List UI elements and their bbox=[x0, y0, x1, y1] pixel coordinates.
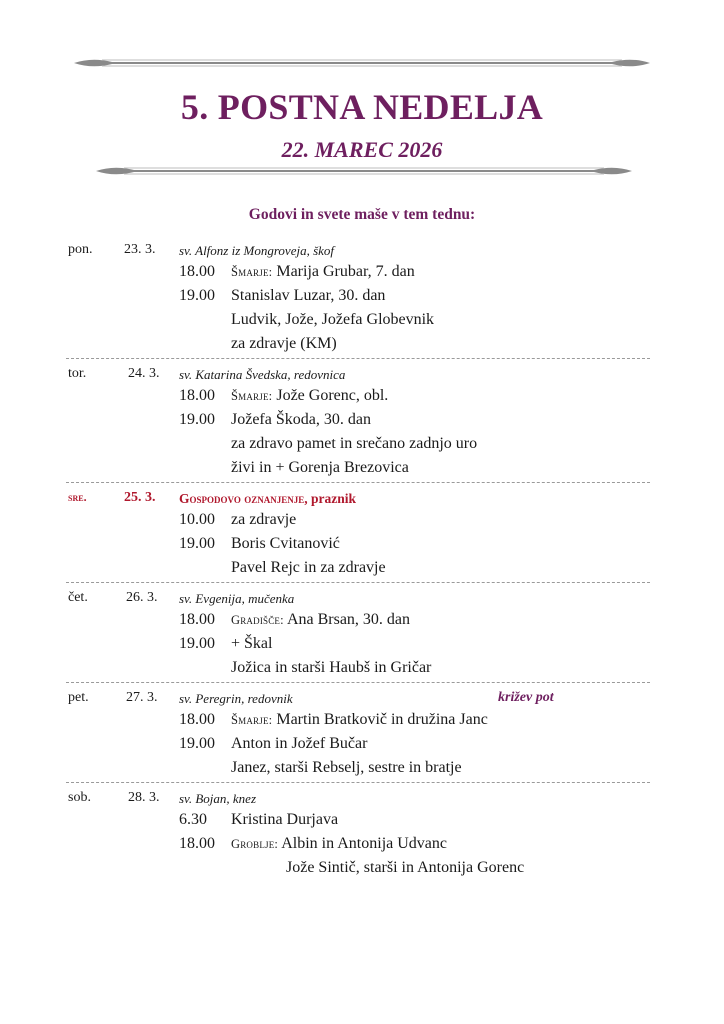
feast-name: Gospodovo oznanjenje bbox=[179, 491, 305, 506]
mass-intention-continued bbox=[66, 332, 650, 356]
saint-of-day: sv. Alfonz iz Mongroveja, škof bbox=[179, 243, 335, 258]
mass-intention: Jožefa Škoda, 30. dan bbox=[231, 411, 371, 428]
intention-line: Jože Sintič, starši in Antonija Gorenc bbox=[286, 859, 525, 876]
mass-schedule bbox=[66, 240, 650, 887]
mass-intention-continued bbox=[66, 556, 650, 580]
intention-line: Ludvik, Jože, Jožefa Globevnik bbox=[231, 311, 435, 328]
day-name: sob. bbox=[68, 790, 91, 805]
day-date: 26. 3. bbox=[126, 590, 158, 605]
mass-entry bbox=[66, 708, 650, 732]
mass-time: 19.00 bbox=[179, 535, 215, 552]
intention-line: Pavel Rejc in za zdravje bbox=[231, 559, 386, 576]
mass-intention-continued bbox=[66, 756, 650, 780]
mass-time: 18.00 bbox=[179, 711, 215, 728]
mass-intention: Kristina Durjava bbox=[231, 811, 339, 828]
mass-entry bbox=[66, 260, 650, 284]
mass-intention-continued bbox=[66, 456, 650, 480]
mass-entry bbox=[66, 532, 650, 556]
intention-line: za zdravje (KM) bbox=[231, 335, 337, 352]
saint-of-day: sv. Katarina Švedska, redovnica bbox=[179, 367, 346, 382]
feast-of-day bbox=[179, 491, 356, 507]
day-date: 25. 3. bbox=[124, 490, 156, 505]
day-header bbox=[66, 688, 650, 708]
day-name: pon. bbox=[68, 242, 93, 257]
intention-line: za zdravo pamet in srečano zadnjo uro bbox=[231, 435, 478, 452]
mass-entry bbox=[66, 608, 650, 632]
day-block-wednesday bbox=[66, 488, 650, 583]
top-ornament-divider bbox=[72, 56, 652, 70]
mass-time: 18.00 bbox=[179, 611, 215, 628]
day-header bbox=[66, 488, 650, 508]
day-header bbox=[66, 788, 650, 808]
mass-intention: Stanislav Luzar, 30. dan bbox=[231, 287, 386, 304]
day-header bbox=[66, 364, 650, 384]
mass-time: 19.00 bbox=[179, 411, 215, 428]
mass-intention: Ana Brsan, 30. dan bbox=[286, 611, 411, 628]
mass-entry bbox=[66, 732, 650, 756]
mass-intention: Marija Grubar, 7. dan bbox=[276, 263, 415, 280]
mass-intention: Anton in Jožef Bučar bbox=[231, 735, 368, 752]
mass-entry bbox=[66, 408, 650, 432]
mass-intention: Boris Cvitanović bbox=[231, 535, 340, 552]
mass-entry bbox=[66, 508, 650, 532]
mass-intention: + Škal bbox=[231, 635, 273, 652]
day-date: 28. 3. bbox=[128, 790, 160, 805]
day-date: 27. 3. bbox=[126, 690, 158, 705]
mass-time: 19.00 bbox=[179, 635, 215, 652]
mass-time: 18.00 bbox=[179, 835, 215, 852]
day-block-friday bbox=[66, 688, 650, 783]
bottom-ornament-divider bbox=[94, 164, 634, 178]
stations-of-cross-note: križev pot bbox=[498, 690, 554, 705]
intention-line: živi in + Gorenja Brezovica bbox=[231, 459, 409, 476]
mass-intention-continued bbox=[66, 432, 650, 456]
intention-line: Jožica in starši Haubš in Gričar bbox=[231, 659, 432, 676]
mass-location: Šmarje: bbox=[231, 713, 273, 727]
day-name: sre. bbox=[68, 490, 87, 504]
mass-intention: Jože Gorenc, obl. bbox=[276, 387, 389, 404]
mass-intention-continued bbox=[66, 856, 650, 880]
mass-time: 18.00 bbox=[179, 387, 215, 404]
saint-of-day: sv. Peregrin, redovnik bbox=[179, 691, 293, 706]
day-header bbox=[66, 588, 650, 608]
day-block-saturday bbox=[66, 788, 650, 882]
feast-rank: , praznik bbox=[304, 491, 356, 506]
day-name: čet. bbox=[68, 590, 88, 605]
day-date: 23. 3. bbox=[124, 242, 156, 257]
mass-location: Šmarje: bbox=[231, 265, 273, 279]
mass-location: Gradišče: bbox=[231, 613, 284, 627]
saint-of-day: sv. Evgenija, mučenka bbox=[179, 591, 295, 606]
day-date: 24. 3. bbox=[128, 366, 160, 381]
mass-entry bbox=[66, 808, 650, 832]
mass-location: Šmarje: bbox=[231, 389, 273, 403]
mass-intention: Albin in Antonija Udvanc bbox=[281, 835, 447, 852]
mass-entry bbox=[66, 632, 650, 656]
day-name: tor. bbox=[68, 366, 87, 381]
day-block-thursday bbox=[66, 588, 650, 683]
mass-time: 19.00 bbox=[179, 287, 215, 304]
mass-time: 10.00 bbox=[179, 511, 215, 528]
mass-intention: Martin Bratkovič in družina Janc bbox=[276, 711, 488, 728]
mass-intention: za zdravje bbox=[231, 511, 297, 528]
mass-intention-continued bbox=[66, 308, 650, 332]
day-block-monday bbox=[66, 240, 650, 359]
page-date: 22. MAREC 2026 bbox=[281, 137, 443, 162]
day-header bbox=[66, 240, 650, 260]
intention-line: Janez, starši Rebselj, sestre in bratje bbox=[231, 759, 462, 776]
mass-time: 19.00 bbox=[179, 735, 215, 752]
day-block-tuesday bbox=[66, 364, 650, 483]
mass-location: Groblje: bbox=[231, 837, 279, 851]
mass-entry bbox=[66, 284, 650, 308]
mass-time: 6.30 bbox=[179, 811, 207, 828]
mass-intention-continued bbox=[66, 656, 650, 680]
mass-time: 18.00 bbox=[179, 263, 215, 280]
mass-entry bbox=[66, 832, 650, 856]
saint-of-day: sv. Bojan, knez bbox=[179, 791, 257, 806]
section-subtitle: Godovi in svete maše v tem tednu: bbox=[248, 206, 476, 223]
day-name: pet. bbox=[68, 690, 89, 705]
mass-entry bbox=[66, 384, 650, 408]
page-title: 5. POSTNA NEDELJA bbox=[180, 87, 544, 127]
